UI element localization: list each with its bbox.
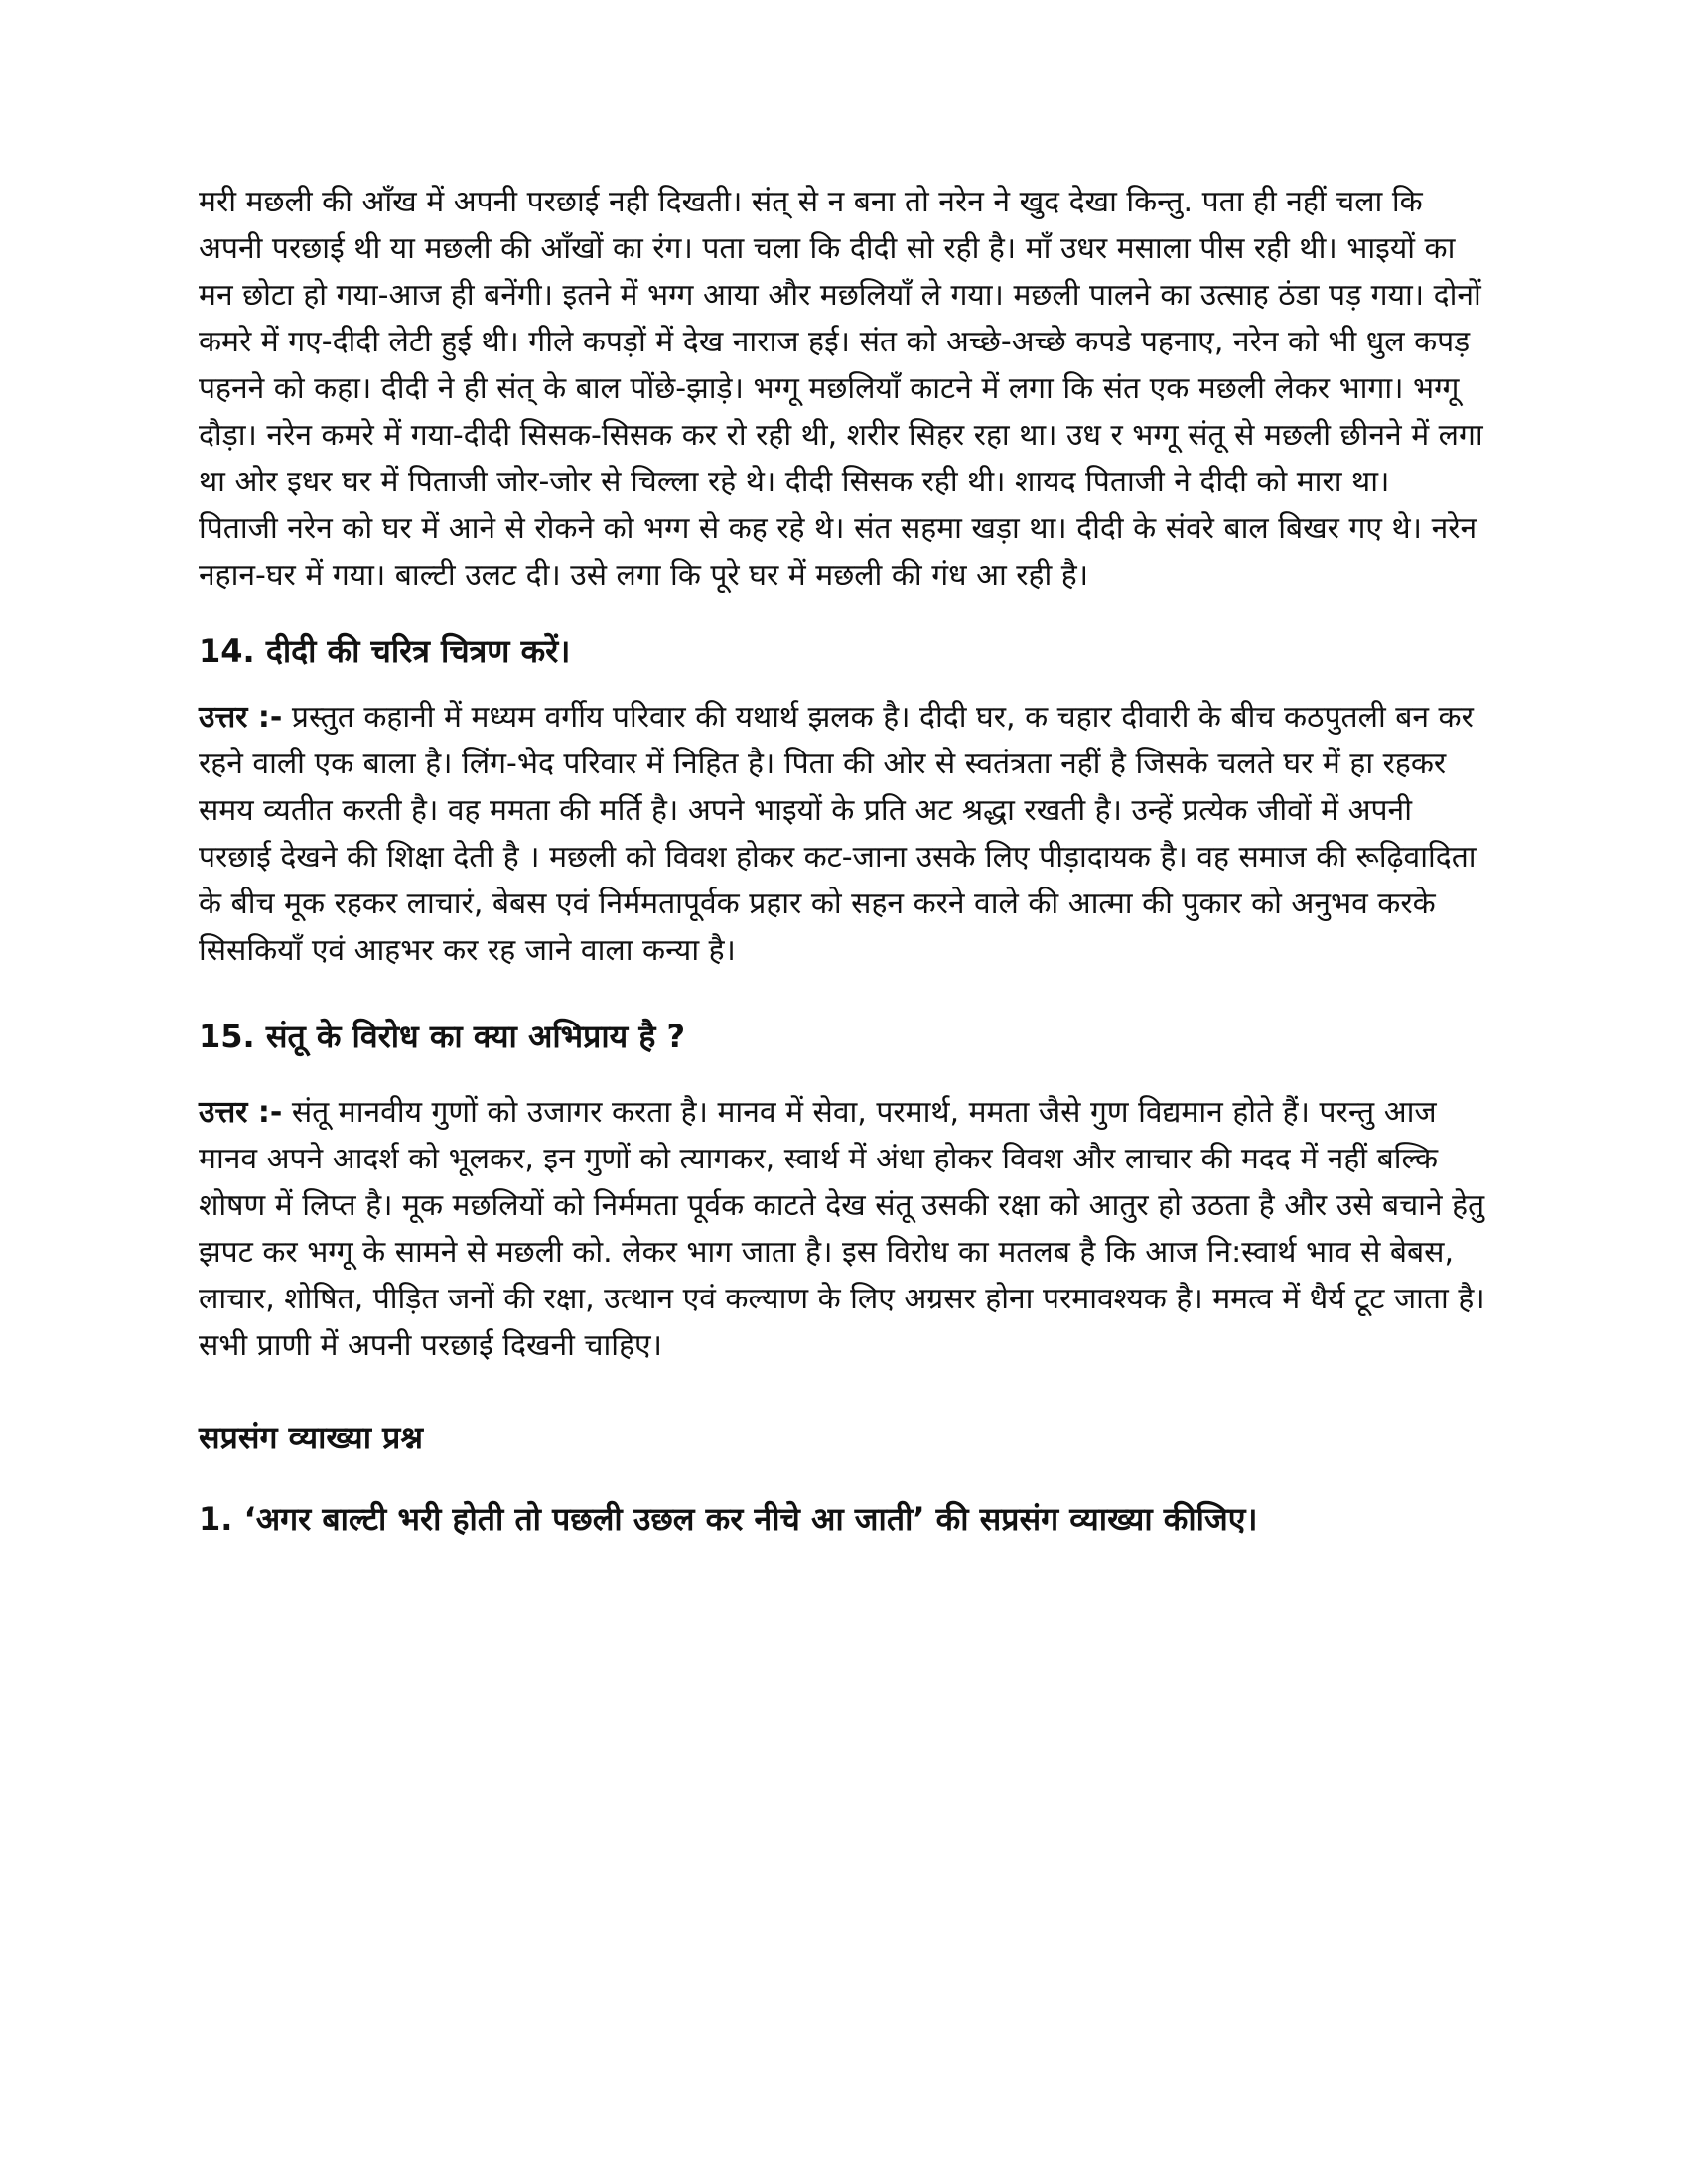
document-page — [199, 179, 1489, 1542]
question-14-answer-text: प्रस्तुत कहानी में मध्यम वर्गीय परिवार की यथार्थ झलक है। दीदी घर, क चहार दीवारी के बीच कठपुतली बन कर रहने वाली एक बाला है। लिंग-भेद परिवार में निहित है। पिता की ओर से स्वतंत्रता नहीं है जिसके चलते घर में हा रहकर समय व्यतीत करती है। वह ममता की मर्ति है। अपने भाइयों के प्रति अट श्रद्धा रखती है। उन्हें प्रत्येक जीवों में अपनी परछाई देखने की शिक्षा देती है । मछली को विवश होकर कट-जाना उसके लिए पीड़ादायक है। वह समाज की रूढ़िवादिता के बीच मूक रहकर लाचारं, बेबस एवं निर्ममतापूर्वक प्रहार को सहन करने वाले की आत्मा की पुकार को अनुभव करके सिसकियाँ एवं आहभर कर रह जाने वाला कन्या है। — [199, 700, 1477, 968]
story-paragraph-1: मरी मछली की आँख में अपनी परछाई नही दिखती। संत् से न बना तो नरेन ने खुद देखा किन्तु. पता ही नहीं चला कि अपनी परछाई थी या मछली की आँखों का रंग। पता चला कि दीदी सो रही है। माँ उधर मसाला पीस रही थी। भाइयों का मन छोटा हो गया-आज ही बनेंगी। इतने में भग्ग आया और मछलियाँ ले गया। मछली पालने का उत्साह ठंडा पड़ गया। दोनों कमरे में गए-दीदी लेटी हुई थी। गीले कपड़ों में देख नाराज हई। संत को अच्छे-अच्छे कपडे पहनाए, नरेन को भी धुल कपड़ पहनने को कहा। दीदी ने ही संत् के बाल पोंछे-झाड़े। भग्गू मछलियाँ काटने में लगा कि संत एक मछली लेकर भागा। भग्गू दौड़ा। नरेन कमरे में गया-दीदी सिसक-सिसक कर रो रही थी, शरीर सिहर रहा था। उध र भग्गू संतू से मछली छीनने में लगा था ओर इधर घर में पिताजी जोर-जोर से चिल्ला रहे थे। दीदी सिसक रही थी। शायद पिताजी ने दीदी को मारा था। — [199, 185, 1483, 499]
question-15-answer — [199, 1089, 1489, 1369]
story-paragraph-2: पिताजी नरेन को घर में आने से रोकने को भग्ग से कह रहे थे। संत सहमा खड़ा था। दीदी के संवरे बाल बिखर गए थे। नरेन नहान-घर में गया। बाल्टी उलट दी। उसे लगा कि पूरे घर में मछली की गंध आ रही है। — [199, 511, 1477, 593]
answer-label: उत्तर :- — [199, 700, 283, 735]
section-heading: सप्रसंग व्याख्या प्रश्न — [199, 1419, 423, 1456]
question-14-answer — [199, 694, 1489, 974]
answer-label: उत्तर :- — [199, 1095, 283, 1130]
question-15-heading: 15. संतू के विरोध का क्या अभिप्राय है ? — [199, 1018, 686, 1055]
question-1-heading: 1. ‘अगर बाल्टी भरी होती तो पछली उछल कर नीचे आ जाती’ की सप्रसंग व्याख्या कीजिए। — [199, 1500, 1258, 1538]
question-14-heading: 14. दीदी की चरित्र चित्रण करें। — [199, 632, 571, 670]
question-15-answer-text: संतू मानवीय गुणों को उजागर करता है। मानव में सेवा, परमार्थ, ममता जैसे गुण विद्यमान होते हैं। परन्तु आज मानव अपने आदर्श को भूलकर, इन गुणों को त्यागकर, स्वार्थ में अंधा होकर विवश और लाचार की मदद में नहीं बल्कि शोषण में लिप्त है। मूक मछलियों को निर्ममता पूर्वक काटते देख संतू उसकी रक्षा को आतुर हो उठता है और उसे बचाने हेतु झपट कर भग्गू के सामने से मछली को. लेकर भाग जाता है। इस विरोध का मतलब है कि आज नि:स्वार्थ भाव से बेबस, लाचार, शोषित, पीड़ित जनों की रक्षा, उत्थान एवं कल्याण के लिए अग्रसर होना परमावश्यक है। ममत्व में धैर्य टूट जाता है। सभी प्राणी में अपनी परछाई दिखनी चाहिए। — [199, 1095, 1485, 1363]
